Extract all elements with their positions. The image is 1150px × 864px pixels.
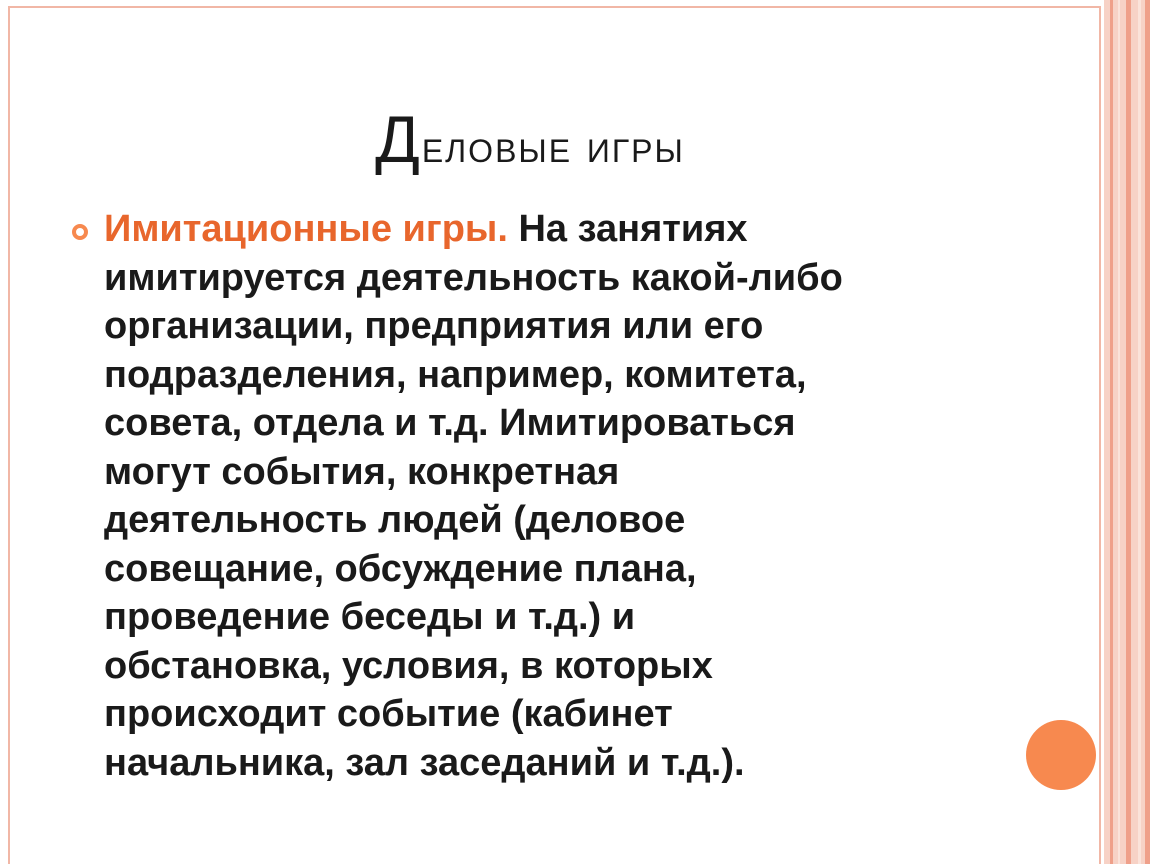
paragraph-line: организации, предприятия или его (104, 305, 764, 347)
slide-title (0, 100, 1060, 179)
decorative-circle-icon (1026, 720, 1096, 790)
decorative-stripe (1118, 0, 1120, 864)
frame-top-line (8, 6, 1100, 8)
paragraph-line: деятельность людей (деловое (104, 499, 686, 541)
paragraph-line: имитируется деятельность какой-либо (104, 256, 843, 299)
paragraph-line: совета, отдела и т.д. Имитироваться (104, 402, 796, 444)
paragraph-line-1 (104, 205, 1004, 254)
paragraph-line: могут события, конкретная (104, 450, 620, 493)
decorative-stripe (1110, 0, 1113, 864)
frame-right-line (1099, 6, 1101, 864)
title-first-letter: Д (375, 102, 422, 176)
title-rest: еловые игры (421, 120, 685, 172)
paragraph-line: совещание, обсуждение плана, (104, 547, 697, 590)
paragraph-line: обстановка, условия, в которых (104, 644, 713, 687)
decorative-stripe (1138, 0, 1141, 864)
paragraph-line: подразделения, например, комитета, (104, 353, 807, 396)
bullet-icon (72, 224, 88, 240)
paragraph-line: проведение беседы и т.д.) и (104, 596, 636, 638)
paragraph-line: На занятиях (507, 208, 748, 250)
highlight-text: Имитационные игры. (104, 208, 508, 250)
paragraph-line: начальника, зал заседаний и т.д.). (104, 741, 745, 784)
slide-body-text (104, 205, 1004, 787)
decorative-stripe (1145, 0, 1150, 864)
paragraph-line: происходит событие (кабинет (104, 693, 673, 735)
decorative-stripe (1126, 0, 1131, 864)
